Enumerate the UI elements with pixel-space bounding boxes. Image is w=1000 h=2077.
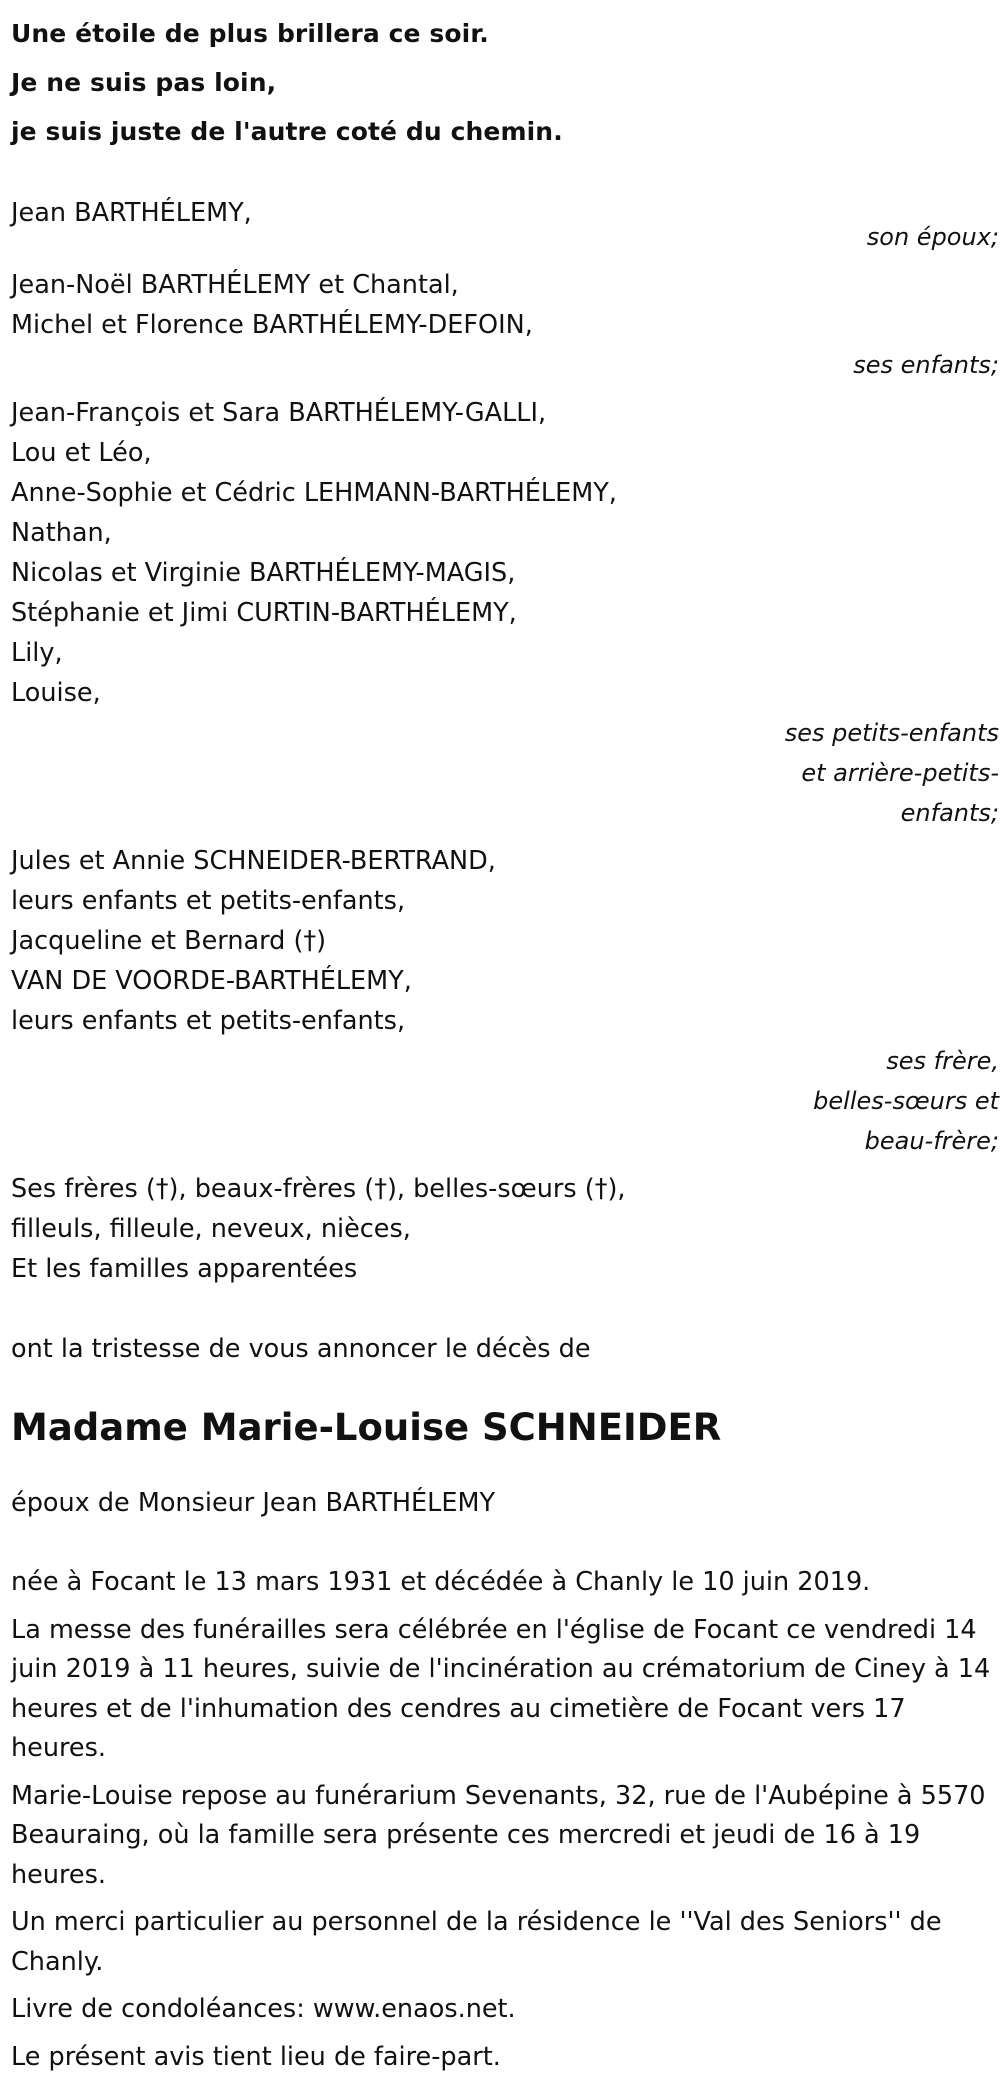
family-role-line: ses petits-enfants (759, 713, 999, 753)
family-name-line: Nathan, (11, 513, 999, 553)
family-group-siblings (11, 841, 999, 1161)
family-role (759, 713, 999, 833)
intro-line-2: Je ne suis pas loin, (11, 58, 999, 107)
family-role: son époux; (11, 217, 999, 257)
intro-line-3: je suis juste de l'autre coté du chemin. (11, 107, 999, 156)
family-name-line: Louise, (11, 673, 999, 713)
family-name-line: Jean BARTHÉLEMY, (11, 193, 999, 233)
family-role-line: enfants; (759, 793, 999, 833)
family-name-line: Lily, (11, 633, 999, 673)
funerarium-paragraph: Marie-Louise repose au funérarium Sevenants, 32, rue de l'Aubépine à 5570 Beauraing, où la famille sera présente ces mercredi et jeudi de 16 à 19 heures. (11, 1777, 999, 1896)
notice-paragraph: Le présent avis tient lieu de faire-part. (11, 2038, 999, 2077)
family-group-spouse (11, 193, 999, 257)
family-group-extended (11, 1169, 999, 1289)
family-name-line: Jean-François et Sara BARTHÉLEMY-GALLI, (11, 393, 999, 433)
thanks-paragraph: Un merci particulier au personnel de la résidence le ''Val des Seniors'' de Chanly. (11, 1903, 999, 1982)
obituary-content (11, 0, 999, 2077)
family-name-line: Ses frères (†), beaux-frères (†), belles-sœurs (†), (11, 1169, 999, 1209)
family-group-grandchildren (11, 393, 999, 833)
family-name-line: leurs enfants et petits-enfants, (11, 881, 999, 921)
intro-line-1: Une étoile de plus brillera ce soir. (11, 9, 999, 58)
family-name-line: Nicolas et Virginie BARTHÉLEMY-MAGIS, (11, 553, 999, 593)
family-role-line: beau-frère; (759, 1121, 999, 1161)
family-group-children (11, 265, 999, 385)
intro-poem (11, 0, 999, 156)
family-name-line: Jean-Noël BARTHÉLEMY et Chantal, (11, 265, 999, 305)
funeral-mass-paragraph: La messe des funérailles sera célébrée en l'église de Focant ce vendredi 14 juin 2019 à 11 heures, suivie de l'incinération au crématorium de Ciney à 14 heures et de l'inhumation des cendres au cimetière de Focant vers 17 heures. (11, 1611, 999, 1769)
deceased-name: Madame Marie-Louise SCHNEIDER (11, 1403, 999, 1453)
family-role-line: et arrière-petits- (759, 753, 999, 793)
family-name-line: filleuls, filleule, neveux, nièces, (11, 1209, 999, 1249)
family-name-line: Et les familles apparentées (11, 1249, 999, 1289)
condolences-paragraph: Livre de condoléances: www.enaos.net. (11, 1990, 999, 2030)
family-role (759, 1041, 999, 1161)
birth-death-paragraph: née à Focant le 13 mars 1931 et décédée à Chanly le 10 juin 2019. (11, 1563, 999, 1603)
family-role-line: ses frère, (759, 1041, 999, 1081)
deceased-spouse-line: époux de Monsieur Jean BARTHÉLEMY (11, 1483, 999, 1523)
family-name-line: Anne-Sophie et Cédric LEHMANN-BARTHÉLEMY, (11, 473, 999, 513)
family-name-line: leurs enfants et petits-enfants, (11, 1001, 999, 1041)
family-role-line: belles-sœurs et (759, 1081, 999, 1121)
family-name-line: Jacqueline et Bernard (†) (11, 921, 999, 961)
family-name-line: Stéphanie et Jimi CURTIN-BARTHÉLEMY, (11, 593, 999, 633)
announcement-text: ont la tristesse de vous annoncer le décès de (11, 1329, 999, 1369)
family-role: ses enfants; (11, 345, 999, 385)
family-name-line: Lou et Léo, (11, 433, 999, 473)
family-name-line: Michel et Florence BARTHÉLEMY-DEFOIN, (11, 305, 999, 345)
family-name-line: Jules et Annie SCHNEIDER-BERTRAND, (11, 841, 999, 881)
family-name-line: VAN DE VOORDE-BARTHÉLEMY, (11, 961, 999, 1001)
